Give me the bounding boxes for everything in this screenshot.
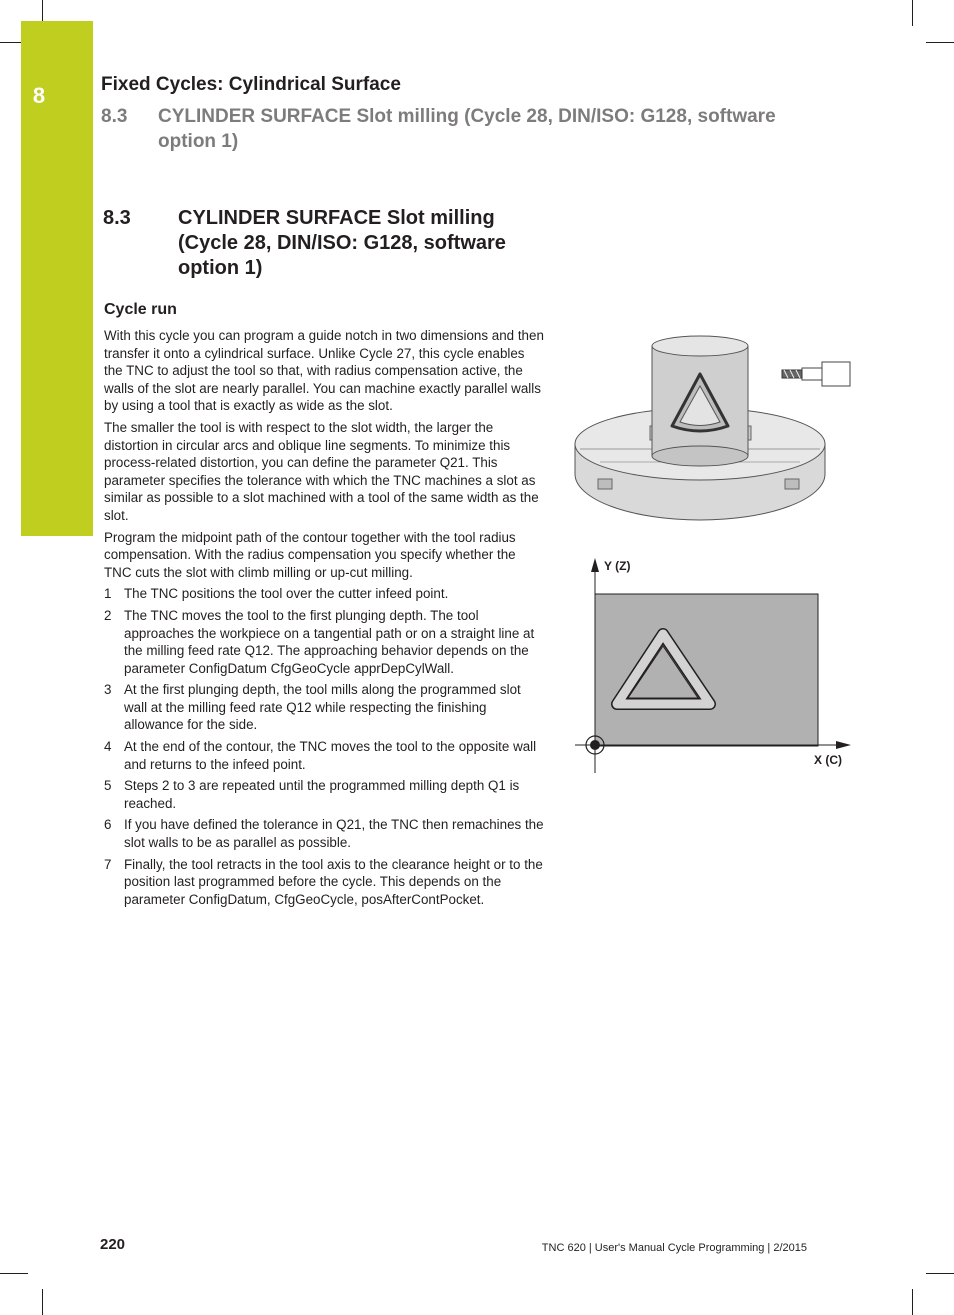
crop-mark xyxy=(0,1273,28,1274)
step-text: If you have defined the tolerance in Q21, the TNC then remachines the slot walls to be as parallel as possible. xyxy=(124,817,544,851)
subheading: Cycle run xyxy=(104,301,177,318)
step-number: 6 xyxy=(104,817,112,833)
step-text: The TNC moves the tool to the first plunging depth. The tool approaches the workpiece on a tangential path or on a straight line at the milling feed rate Q12. The approaching behavior depends on the parameter ConfigDatum CfgGeoCycle apprDepCylWall. xyxy=(124,607,535,676)
list-item xyxy=(104,607,544,677)
y-axis-arrow-icon xyxy=(591,558,599,572)
section-heading xyxy=(103,206,543,281)
running-section-title: CYLINDER SURFACE Slot milling (Cycle 28, DIN/ISO: G128, software option 1) xyxy=(158,106,776,152)
running-section-number: 8.3 xyxy=(101,106,128,127)
list-item xyxy=(104,681,544,734)
list-item xyxy=(104,738,544,773)
step-number: 2 xyxy=(104,607,112,623)
crop-mark xyxy=(926,1273,954,1274)
step-text: Steps 2 to 3 are repeated until the programmed milling depth Q1 is reached. xyxy=(124,778,520,811)
paragraph: Program the midpoint path of the contour together with the tool radius compensation. With the radius compensation you specify whether the TNC cuts the slot with climb milling or up-cut milling. xyxy=(104,529,516,580)
crop-mark xyxy=(42,1289,43,1315)
contour-diagram xyxy=(570,548,860,778)
running-title: Fixed Cycles: Cylindrical Surface xyxy=(101,74,401,95)
crop-mark xyxy=(912,0,913,26)
step-number: 5 xyxy=(104,778,112,794)
crop-mark xyxy=(926,42,954,43)
list-item xyxy=(104,816,544,851)
x-axis-arrow-icon xyxy=(836,741,851,749)
step-number: 3 xyxy=(104,682,112,698)
paragraph: With this cycle you can program a guide notch in two dimensions and then transfer it onto a cylindrical surface. Unlike Cycle 27, this cycle enables the TNC to adjust the tool so that, with radius compensation active, the walls of the slot are nearly parallel. You can machine exactly parallel walls by using a tool that is exactly as wide as the slot. xyxy=(104,328,544,414)
section-number: 8.3 xyxy=(103,207,131,229)
page-number: 220 xyxy=(100,1236,126,1253)
crop-mark xyxy=(912,1289,913,1315)
steps-list xyxy=(104,585,544,908)
step-number: 7 xyxy=(104,856,112,872)
step-number: 1 xyxy=(104,586,112,602)
paragraph: The smaller the tool is with respect to the slot width, the larger the distortion in circular arcs and oblique line segments. To minimize this process-related distortion, you can define the parameter Q21. This parameter specifies the tolerance with which the TNC machines a slot as similar as possible to a slot machined with a tool of the same width as the slot. xyxy=(104,419,539,523)
step-text: The TNC positions the tool over the cutter infeed point. xyxy=(124,586,449,602)
step-text: At the first plunging depth, the tool mills along the programmed slot wall at the milling feed rate Q12 while respecting the finishing allowance for the side. xyxy=(124,682,521,733)
x-axis-label: X (C) xyxy=(814,753,842,767)
cylinder-illustration xyxy=(570,324,860,524)
running-section xyxy=(101,104,831,154)
footer-text: TNC 620 | User's Manual Cycle Programming | 2/2015 xyxy=(541,1242,807,1254)
list-item xyxy=(104,856,544,909)
body-text xyxy=(104,327,544,912)
section-title: CYLINDER SURFACE Slot milling (Cycle 28, DIN/ISO: G128, software option 1) xyxy=(178,207,506,279)
step-text: Finally, the tool retracts in the tool axis to the clearance height or to the position last programmed before the cycle. This depends on the parameter ConfigDatum, CfgGeoCycle, posAfterContPocket. xyxy=(124,856,543,907)
chapter-number: 8 xyxy=(32,83,46,108)
step-number: 4 xyxy=(104,739,112,755)
list-item xyxy=(104,585,544,603)
step-text: At the end of the contour, the TNC moves the tool to the opposite wall and returns to the infeed point. xyxy=(124,739,537,772)
y-axis-label: Y (Z) xyxy=(604,559,631,573)
chapter-tab xyxy=(21,21,93,536)
list-item xyxy=(104,777,544,812)
